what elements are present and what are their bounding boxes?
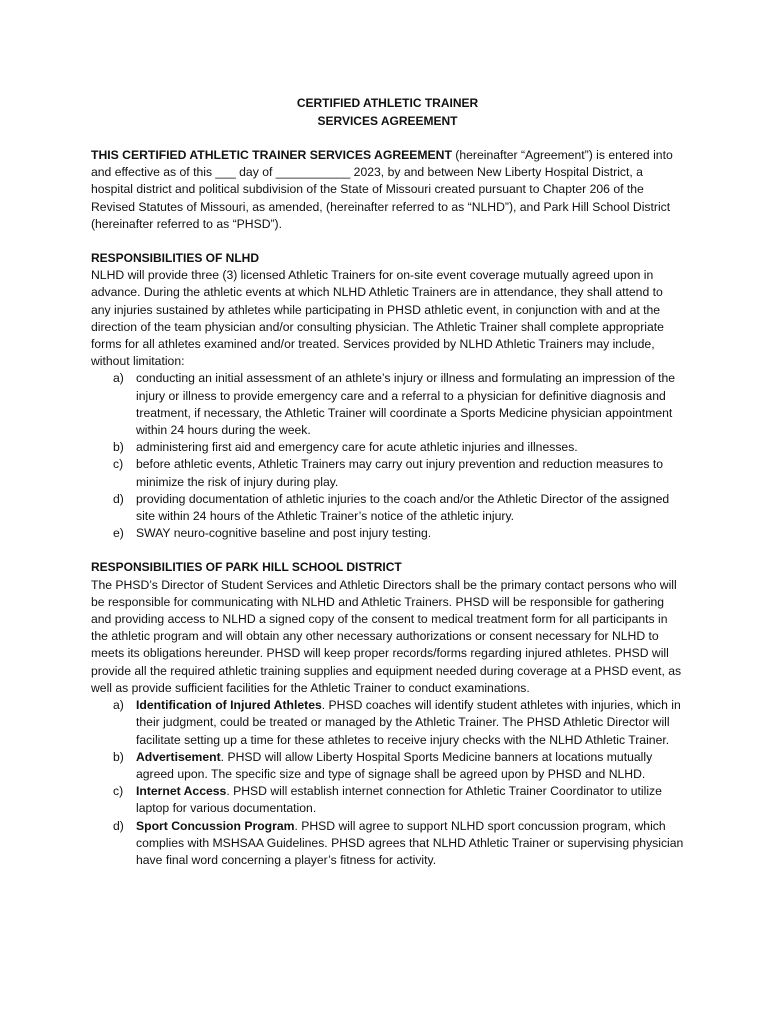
phsd-body: The PHSD’s Director of Student Services and Athletic Directors shall be the primary contact persons who will be responsible for communicating with NLHD and Athletic Trainers. PHSD will be responsible for gathering and providing access to NLHD a signed copy of the consent to medical treatment form for all participants in the athletic program and will obtain any other necessary authorizations or consent necessary for NLHD to meets its obligations hereunder. PHSD will keep proper records/forms regarding injured athletes. PHSD will provide all the required athletic training supplies and equipment needed during coverage at a PHSD event, as well as provide sufficient facilities for the Athletic Trainer to conduct examinations. — [91, 577, 682, 695]
list-item-text: . PHSD will establish internet connection for Athletic Trainer Coordinator to utilize laptop for various documentation. — [136, 784, 662, 816]
nlhd-body: NLHD will provide three (3) licensed Athletic Trainers for on-site event coverage mutually agreed upon in advance. During the athletic events at which NLHD Athletic Trainers are in attendance, they shall attend to any injuries sustained by athletes while participating in PHSD athletic event, in conjunction with and at the direction of the team physician and/or consulting physician. The Athletic Trainer shall complete appropriate forms for all athletes examined and/or treated. Services provided by NLHD Athletic Trainers may include, without limitation: — [91, 268, 664, 369]
document-title — [91, 95, 684, 130]
list-item — [91, 783, 684, 817]
list-item — [91, 697, 684, 749]
phsd-heading: RESPONSIBILITIES OF PARK HILL SCHOOL DISTRICT — [91, 560, 402, 575]
nlhd-section — [91, 250, 684, 542]
list-item — [91, 491, 684, 525]
list-marker: e) — [113, 526, 124, 541]
nlhd-heading: RESPONSIBILITIES OF NLHD — [91, 251, 260, 266]
list-marker: c) — [113, 784, 124, 799]
list-item-text: providing documentation of athletic injuries to the coach and/or the Athletic Director of the assigned site within 24 hours of the Athletic Trainer’s notice of the athletic injury. — [136, 491, 670, 524]
intro-text: (hereinafter “Agreement”) is entered into and effective as of this ___ day of ___________ 2023, by and between New Liberty Hospital District, a hospital district and political subdivision of the State of Missouri created pursuant to Chapter 206 of the Revised Statutes of Missouri, as amended, (hereinafter referred to as “NLHD”), and Park Hill School District (hereinafter referred to as “PHSD”). — [91, 148, 673, 231]
list-item — [91, 525, 684, 542]
list-item — [91, 749, 684, 783]
title-line-2: SERVICES AGREEMENT — [317, 113, 458, 128]
list-item-lead: Identification of Injured Athletes — [136, 698, 322, 713]
list-marker: b) — [113, 440, 124, 455]
title-line-1: CERTIFIED ATHLETIC TRAINER — [296, 96, 479, 110]
list-marker: d) — [113, 818, 124, 833]
intro-bold-lead: THIS CERTIFIED ATHLETIC TRAINER SERVICES AGREEMENT — [91, 148, 452, 162]
phsd-section — [91, 559, 684, 869]
list-item-text: before athletic events, Athletic Trainers may carry out injury prevention and reduction measures to minimize the risk of injury during play. — [136, 457, 664, 489]
list-item-text: . PHSD coaches will identify student athletes with injuries, which in their judgment, could be treated or managed by the Athletic Trainer. The PHSD Athletic Director will facilitate setting up a time for these athletes to receive injury checks with the NLHD Athletic Trainer. — [136, 698, 681, 747]
list-item-text: . PHSD will agree to support NLHD sport concussion program, which complies with MSHSAA Guidelines. PHSD agrees that NLHD Athletic Trainer or supervising physician have final word concerning a player’s fitness for activity. — [136, 818, 684, 867]
intro-paragraph — [91, 147, 684, 233]
list-item-lead: Advertisement — [136, 749, 221, 764]
list-item-lead: Sport Concussion Program — [136, 818, 295, 833]
list-marker: a) — [113, 371, 124, 386]
list-item-text: conducting an initial assessment of an athlete’s injury or illness and formulating an impression of the injury or illness to provide emergency care and a referral to a physician for definitive diagnosis and treatment, if necessary, the Athletic Trainer will coordinate a Sports Medicine physician appointment within 24 hours during the week. — [136, 371, 676, 438]
list-marker: d) — [113, 491, 124, 506]
list-item — [91, 439, 684, 456]
list-item-text: . PHSD will allow Liberty Hospital Sports Medicine banners at locations mutually agreed upon. The specific size and type of signage shall be agreed upon by PHSD and NLHD. — [136, 749, 653, 781]
list-marker: c) — [113, 457, 124, 472]
nlhd-list — [91, 370, 684, 542]
list-item — [91, 370, 684, 439]
list-marker: a) — [113, 698, 124, 713]
list-item-text: SWAY neuro-cognitive baseline and post injury testing. — [136, 526, 432, 541]
list-item-text: administering first aid and emergency care for acute athletic injuries and illnesses. — [136, 440, 578, 455]
phsd-list — [91, 697, 684, 869]
list-item — [91, 456, 684, 490]
list-item-lead: Internet Access — [136, 784, 227, 799]
list-marker: b) — [113, 749, 124, 764]
list-item — [91, 818, 684, 870]
